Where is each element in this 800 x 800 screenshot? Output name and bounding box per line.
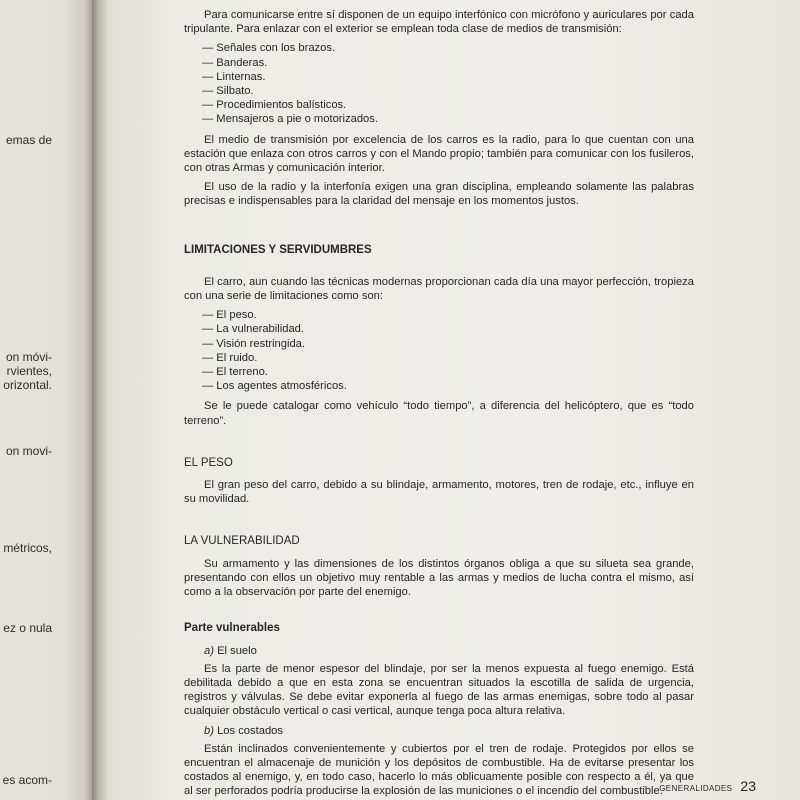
left-page-fragment: es acom-: [2, 773, 52, 787]
transmission-list: [184, 41, 694, 126]
intro-paragraph: Para comunicarse entre sí disponen de un equipo interfónico con micrófono y auriculares por cada tripulante. Para enlazar con el exterior se emplean toda clase de medios de transmisión:: [184, 9, 694, 36]
page-footer: [659, 778, 756, 794]
list-item: — Banderas.: [202, 56, 268, 69]
list-item: — El terreno.: [202, 366, 268, 379]
left-page-fragment: on movi-: [5, 444, 52, 458]
item-title: Los costados: [217, 724, 283, 737]
list-item: — Silbato.: [202, 85, 254, 98]
suelo-paragraph: Es la parte de menor espesor del blindaje, por ser la menos expuesta al fuego enemigo. Está debilitada debido a que en esta zona se encuentran situados la escotilla de salida de urgencia, registros y válvulas. Se debe evitar exponerla al fuego de las armas enemigas, sobre todo al pasar cualquier obstáculo vertical o casi vertical, aunque tenga poca altura relativa.: [184, 662, 694, 718]
section-heading: LA VULNERABILIDAD: [184, 535, 300, 548]
list-item: — Señales con los brazos.: [202, 42, 336, 55]
limitaciones-list: [184, 308, 694, 393]
book-gutter: [92, 0, 108, 800]
costados-paragraph: Están inclinados convenientemente y cubiertos por el tren de rodaje. Protegidos por ellos se encuentran el almacenaje de munición y los depósitos de combustible. Ha de evitarse presentar los costados al enemigo, y, en todo caso, hacerlo lo más oblicuamente posible con respecto a él, ya que al ser perforados podría producirse la explosión de las municiones o el incendio del combustible.: [184, 742, 694, 798]
subsection-heading: Parte vulnerables: [184, 622, 280, 635]
list-item: — Procedimientos balísticos.: [202, 99, 347, 112]
item-letter: b): [204, 724, 214, 737]
catalog-paragraph: Se le puede catalogar como vehículo “todo tiempo”, a diferencia del helicóptero, que es “todo terreno”.: [184, 400, 694, 427]
left-page-fragment: ez o nula: [3, 621, 52, 635]
left-page-fragment: emas de: [5, 133, 52, 147]
subsection-title: [204, 724, 694, 738]
left-page-fragment: rvientes,: [6, 364, 52, 378]
radio-paragraph: El medio de transmisión por excelencia de los carros es la radio, para lo que cuentan con una estación que enlaza con otros carros y con el Mando propio; también para comunicar con los fusileros, con otras Armas y comunicación interior.: [184, 133, 694, 175]
peso-paragraph: El gran peso del carro, debido a su blindaje, armamento, motores, tren de rodaje, etc., influye en su movilidad.: [184, 479, 694, 506]
left-page-fragment: orizontal.: [3, 378, 52, 392]
page-number: 23: [740, 778, 756, 794]
item-title: El suelo: [217, 644, 257, 657]
list-item: — Linternas.: [202, 70, 266, 83]
vulnerabilidad-paragraph: Su armamento y las dimensiones de los distintos órganos obliga a que su silueta sea grande, presentando con ellos un objetivo muy rentable a las armas y medios de lucha contra el mismo, así como a la observación por parte del enemigo.: [184, 557, 694, 599]
list-item: — Mensajeros a pie o motorizados.: [202, 113, 378, 126]
list-item: — Los agentes atmosféricos.: [202, 380, 347, 393]
subsection-title: [204, 644, 694, 658]
right-page: [108, 0, 800, 800]
left-page-fragment: métricos,: [3, 541, 52, 555]
page-content: [184, 8, 694, 800]
left-page-fragment: on móvi-: [5, 350, 52, 364]
section-heading: EL PESO: [184, 456, 233, 469]
list-item: — Visión restringida.: [202, 337, 306, 350]
left-page-edge: [0, 0, 92, 800]
footer-section-label: GENERALIDADES: [659, 784, 733, 793]
list-item: — La vulnerabilidad.: [202, 323, 304, 336]
limitaciones-paragraph: El carro, aun cuando las técnicas modernas proporcionan cada día una mayor perfección, tropieza con una serie de limitaciones como son:: [184, 275, 694, 303]
section-heading: LIMITACIONES Y SERVIDUMBRES: [184, 243, 372, 256]
list-item: — El ruido.: [202, 351, 258, 364]
discipline-paragraph: El uso de la radio y la interfonía exigen una gran disciplina, empleando solamente las palabras precisas e indispensables para la claridad del mensaje en los momentos justos.: [184, 181, 694, 208]
item-letter: a): [204, 644, 214, 657]
list-item: — El peso.: [202, 309, 257, 322]
